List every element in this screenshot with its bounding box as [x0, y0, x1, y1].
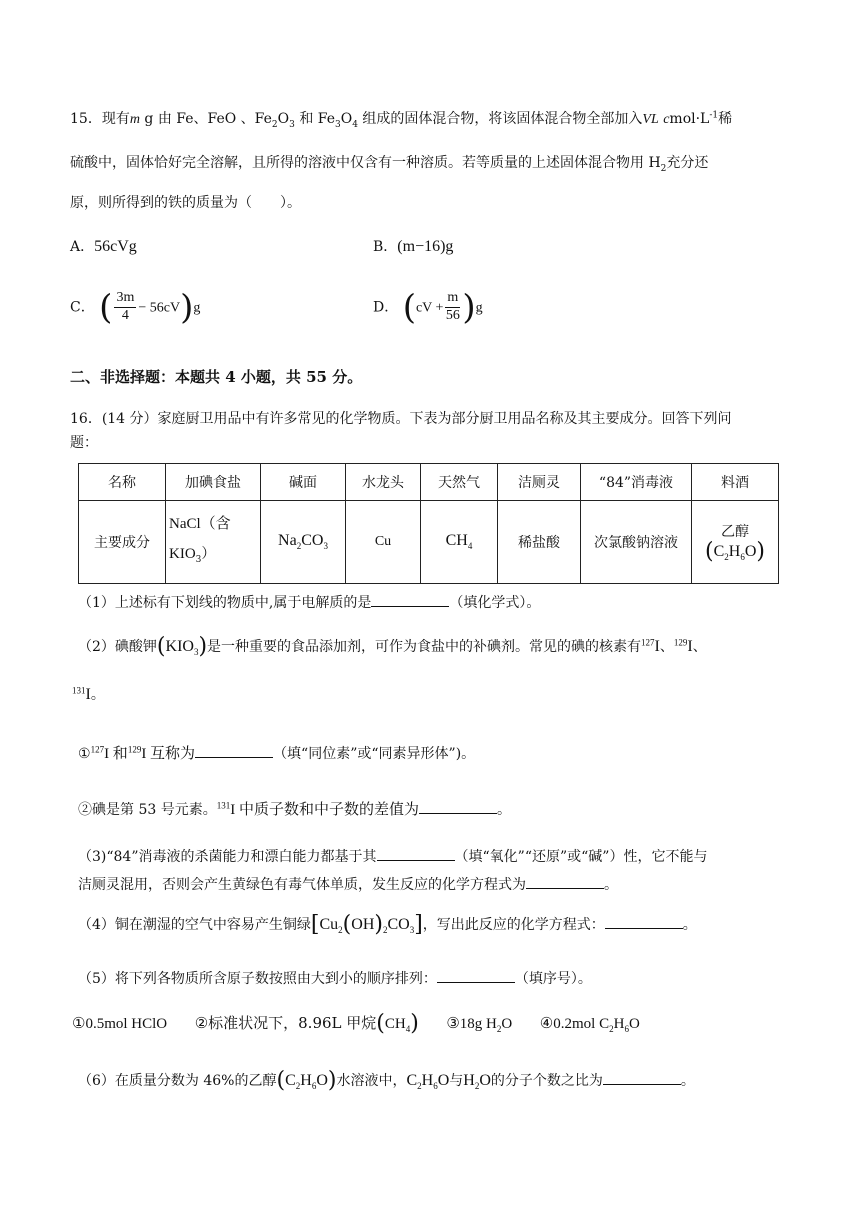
q15-option-a: A．56cVg — [70, 238, 137, 255]
table-header-cell: 名称 — [79, 464, 166, 501]
table-header-cell: 碱面 — [261, 464, 346, 501]
q16-part2-sub2: ②碘是第 53 号元素。$^{131}$I 中质子数和中子数的差值为 。 — [78, 800, 511, 818]
table-row — [79, 501, 779, 584]
table-header-cell: 料酒 — [692, 464, 779, 501]
answer-blank — [195, 745, 273, 758]
list-item: ④0.2mol $C_2H_6O$ — [539, 1016, 640, 1034]
answer-blank — [603, 1072, 681, 1085]
table-header-cell: “84”消毒液 — [581, 464, 692, 501]
q16-part5-items — [72, 1012, 640, 1035]
answer-blank — [371, 594, 449, 607]
section-heading: 二、非选择题：本题共 4 小题，共 55 分。 — [70, 368, 363, 386]
q15-option-b: B．(m−16)g — [373, 238, 454, 255]
table-header-cell: 洁厕灵 — [498, 464, 581, 501]
table-header-row — [79, 464, 779, 501]
q16-part2-sub1: ①$^{127}$I 和$^{129}$I 互称为 （填“同位素”或“同素异形体”)。 — [78, 744, 476, 762]
q15-option-d: D． (cV + $\frac{m}{56}$ )g — [373, 287, 483, 328]
q16-intro-line1: 16．(14 分）家庭厨卫用品中有许多常见的化学物质。下表为部分厨卫用品名称及其主要成分。回答下列问 — [70, 411, 732, 427]
answer-blank — [419, 801, 497, 814]
q16-part3-line1: （3)“84”消毒液的杀菌能力和漂白能力都基于其 （填“氧化”“还原”或“碱”）性，它不能与 — [78, 849, 708, 865]
q16-part2-line2: $^{131}$I。 — [72, 685, 105, 703]
table-cell: NaCl（含 $KIO_3$） — [166, 501, 261, 584]
table-header-cell: 加碘食盐 — [166, 464, 261, 501]
table-cell: 次氯酸钠溶液 — [581, 501, 692, 584]
list-item: ③18g $H_2O$ — [446, 1016, 513, 1034]
list-item: ①0.5mol HClO — [72, 1016, 168, 1032]
ingredients-table — [78, 463, 779, 584]
table-cell: 主要成分 — [79, 501, 166, 584]
table-header-cell: 水龙头 — [346, 464, 421, 501]
answer-blank — [437, 970, 515, 983]
table-cell: $CH_4$ — [421, 501, 498, 584]
q15-option-c: C． ( $\frac{3m}{4}$ − 56cV)g — [70, 287, 201, 328]
answer-blank — [605, 916, 683, 929]
answer-blank — [377, 848, 455, 861]
q15-line3: 原，则所得到的铁的质量为（ ）。 — [70, 195, 301, 211]
list-item: ②标准状况下，8.96L 甲烷$(CH_4)$ — [194, 1011, 419, 1036]
q16-intro-line2: 题： — [70, 435, 98, 451]
table-cell: 稀盐酸 — [498, 501, 581, 584]
q16-part1: （1）上述标有下划线的物质中,属于电解质的是 （填化学式）。 — [78, 595, 541, 611]
table-cell: Cu — [346, 501, 421, 584]
q16-part3-line2: 洁厕灵混用，否则会产生黄绿色有毒气体单质，发生反应的化学方程式为 。 — [78, 877, 618, 893]
answer-blank — [526, 876, 604, 889]
q16-part2-line1: （2）碘酸钾$(KIO_3)$是一种重要的食品添加剂，可作为食盐中的补碘剂。常见的碘的核素有$^{127}$I、$^{129}$I、 — [78, 634, 707, 659]
table-header-cell: 天然气 — [421, 464, 498, 501]
q16-part6: （6）在质量分数为 46%的乙醇$(C_2H_6O)$水溶液中，$C_2H_6O$与$H_2O$的分子个数之比为 。 — [78, 1068, 695, 1093]
q15-line2: 硫酸中，固体恰好完全溶解，且所得的溶液中仅含有一种溶质。若等质量的上述固体混合物用 $H_2$充分还 — [70, 155, 709, 174]
q16-part5: （5）将下列各物质所含原子数按照由大到小的顺序排列： （填序号）。 — [78, 971, 592, 987]
q15-line1: 15．现有m g 由 Fe、FeO 、$Fe_2O_3$ 和 $Fe_3O_4$ 组成的固体混合物，将该固体混合物全部加入VL $cmol\cdot L^{-1}$稀 — [70, 110, 733, 130]
table-cell: 乙醇$(C_2H_6O)$ — [692, 501, 779, 584]
table-cell: $Na_2CO_3$ — [261, 501, 346, 584]
q16-part4: （4）铜在潮湿的空气中容易产生铜绿$[Cu_2(OH)_2CO_3]$，写出此反应的化学方程式： 。 — [78, 912, 697, 937]
